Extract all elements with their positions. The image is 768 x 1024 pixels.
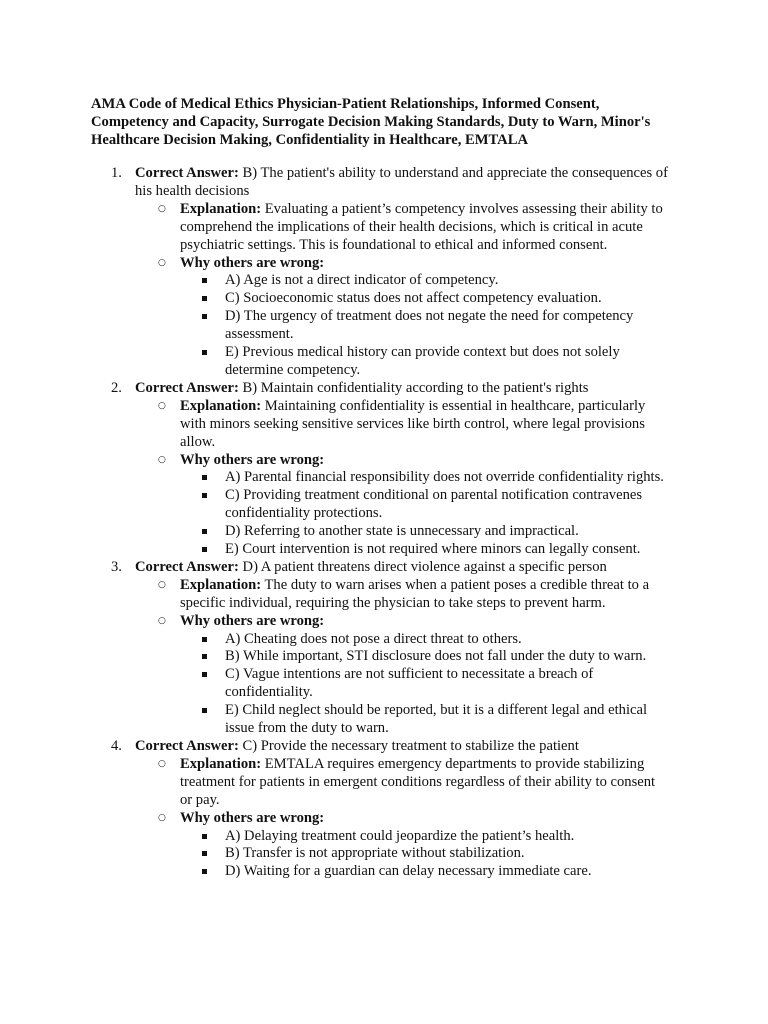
square-bullet-icon xyxy=(202,547,207,552)
wrong-reasons-list xyxy=(180,272,668,379)
correct-answer-text: C) Provide the necessary treatment to stabilize the patient xyxy=(242,738,579,754)
wrong-reason-text: E) Child neglect should be reported, but it is a different legal and ethical issue from the duty to warn. xyxy=(225,702,648,737)
square-bullet-icon xyxy=(202,708,207,713)
correct-answer-label: Correct Answer: xyxy=(135,165,239,181)
question-number: 4. xyxy=(111,738,122,754)
wrong-reason-item xyxy=(180,541,668,559)
square-bullet-icon xyxy=(202,654,207,659)
circle-bullet-icon: ○ xyxy=(158,257,166,268)
wrong-reason-text: B) Transfer is not appropriate without stabilization. xyxy=(225,845,525,862)
wrong-reason-text: D) The urgency of treatment does not negate the need for competency assessment. xyxy=(225,308,634,343)
answer-details xyxy=(135,398,668,559)
wrong-reason-text: D) Waiting for a guardian can delay necessary immediate care. xyxy=(225,863,592,880)
answer-details xyxy=(135,201,668,380)
square-bullet-icon xyxy=(202,869,207,874)
wrong-reason-text: C) Vague intentions are not sufficient to necessitate a breach of confidentiality. xyxy=(225,666,594,701)
square-bullet-icon xyxy=(202,314,207,319)
why-others-wrong xyxy=(135,452,668,559)
answer-details xyxy=(135,756,668,881)
explanation-label: Explanation: xyxy=(180,200,262,217)
wrong-reason-item xyxy=(180,344,668,380)
wrong-reason-text: A) Delaying treatment could jeopardize the patient’s health. xyxy=(225,827,575,844)
explanation-text: The duty to warn arises when a patient poses a credible threat to a specific individual, requiring the physician to take steps to prevent harm. xyxy=(180,576,650,611)
explanation-text: EMTALA requires emergency departments to provide stabilizing treatment for patients in emergent conditions regardless of their ability to consent or pay. xyxy=(180,755,656,808)
square-bullet-icon xyxy=(202,529,207,534)
wrong-reason-item xyxy=(180,631,668,649)
circle-bullet-icon: ○ xyxy=(158,454,166,465)
square-bullet-icon xyxy=(202,834,207,839)
document-title: AMA Code of Medical Ethics Physician-Patient Relationships, Informed Consent, Competency and Capacity, Surrogate Decision Making Standards, Duty to Warn, Minor's Healthcare Decision Making, Confidentiality in Healthcare, EMTALA xyxy=(91,96,651,148)
square-bullet-icon xyxy=(202,278,207,283)
circle-bullet-icon: ○ xyxy=(158,579,166,590)
wrong-reasons-list xyxy=(180,631,668,738)
explanation xyxy=(135,577,668,613)
explanation-label: Explanation: xyxy=(180,397,262,414)
wrong-reason-text: E) Previous medical history can provide context but does not solely determine competency. xyxy=(225,344,620,378)
explanation xyxy=(135,398,668,452)
question-item xyxy=(91,559,668,738)
correct-answer-text: B) The patient's ability to understand and appreciate the consequences of his health decisions xyxy=(135,165,668,199)
wrong-reason-item xyxy=(180,845,668,863)
square-bullet-icon xyxy=(202,672,207,677)
circle-bullet-icon: ○ xyxy=(158,758,166,769)
explanation xyxy=(135,756,668,810)
why-others-wrong xyxy=(135,613,668,738)
wrong-reason-text: E) Court intervention is not required where minors can legally consent. xyxy=(225,541,641,558)
wrong-reason-item xyxy=(180,272,668,290)
wrong-reason-text: D) Referring to another state is unnecessary and impractical. xyxy=(225,523,579,540)
wrong-reason-item xyxy=(180,487,668,523)
wrong-reasons-list xyxy=(180,828,668,882)
explanation-label: Explanation: xyxy=(180,576,262,593)
wrong-reasons-list xyxy=(180,469,668,559)
wrong-reason-item xyxy=(180,648,668,666)
square-bullet-icon xyxy=(202,851,207,856)
circle-bullet-icon: ○ xyxy=(158,812,166,823)
square-bullet-icon xyxy=(202,296,207,301)
why-others-wrong-label: Why others are wrong: xyxy=(180,254,325,271)
circle-bullet-icon: ○ xyxy=(158,203,166,214)
question-item xyxy=(91,738,668,881)
why-others-wrong-label: Why others are wrong: xyxy=(180,809,325,826)
question-item xyxy=(91,165,668,380)
wrong-reason-item xyxy=(180,308,668,344)
wrong-reason-text: A) Age is not a direct indicator of competency. xyxy=(225,272,499,289)
circle-bullet-icon: ○ xyxy=(158,400,166,411)
square-bullet-icon xyxy=(202,637,207,642)
question-number: 3. xyxy=(111,558,122,575)
correct-answer xyxy=(135,380,668,398)
correct-answer xyxy=(135,738,668,756)
correct-answer xyxy=(135,559,668,577)
wrong-reason-text: B) While important, STI disclosure does not fall under the duty to warn. xyxy=(225,648,647,665)
question-number: 2. xyxy=(111,379,122,396)
wrong-reason-item xyxy=(180,666,668,702)
explanation xyxy=(135,201,668,255)
correct-answer-text: D) A patient threatens direct violence against a specific person xyxy=(242,558,607,575)
square-bullet-icon xyxy=(202,475,207,480)
explanation-text: Maintaining confidentiality is essential in healthcare, particularly with minors seeking sensitive services like birth control, where legal provisions allow. xyxy=(180,397,646,450)
why-others-wrong xyxy=(135,810,668,882)
wrong-reason-item xyxy=(180,469,668,487)
wrong-reason-text: C) Providing treatment conditional on parental notification contravenes confidentiality protections. xyxy=(225,487,643,522)
question-list xyxy=(91,165,668,881)
correct-answer-text: B) Maintain confidentiality according to the patient's rights xyxy=(242,379,589,396)
correct-answer-label: Correct Answer: xyxy=(135,558,239,575)
wrong-reason-item xyxy=(180,863,668,881)
question-item xyxy=(91,380,668,559)
wrong-reason-text: A) Cheating does not pose a direct threat to others. xyxy=(225,630,522,647)
explanation-label: Explanation: xyxy=(180,755,262,772)
wrong-reason-item xyxy=(180,702,668,738)
why-others-wrong-label: Why others are wrong: xyxy=(180,451,325,468)
correct-answer-label: Correct Answer: xyxy=(135,379,239,396)
explanation-text: Evaluating a patient’s competency involves assessing their ability to comprehend the implications of their health decisions, which is critical in acute psychiatric settings. This is foundational to ethical and informed consent. xyxy=(180,200,663,253)
wrong-reason-item xyxy=(180,523,668,541)
wrong-reason-item xyxy=(180,828,668,846)
wrong-reason-text: A) Parental financial responsibility does not override confidentiality rights. xyxy=(225,469,664,486)
square-bullet-icon xyxy=(202,350,207,355)
circle-bullet-icon: ○ xyxy=(158,615,166,626)
answer-details xyxy=(135,577,668,738)
wrong-reason-text: C) Socioeconomic status does not affect competency evaluation. xyxy=(225,290,602,307)
square-bullet-icon xyxy=(202,493,207,498)
why-others-wrong-label: Why others are wrong: xyxy=(180,612,325,629)
why-others-wrong xyxy=(135,255,668,380)
correct-answer xyxy=(135,165,668,201)
question-number: 1. xyxy=(111,165,122,181)
correct-answer-label: Correct Answer: xyxy=(135,738,239,754)
wrong-reason-item xyxy=(180,290,668,308)
